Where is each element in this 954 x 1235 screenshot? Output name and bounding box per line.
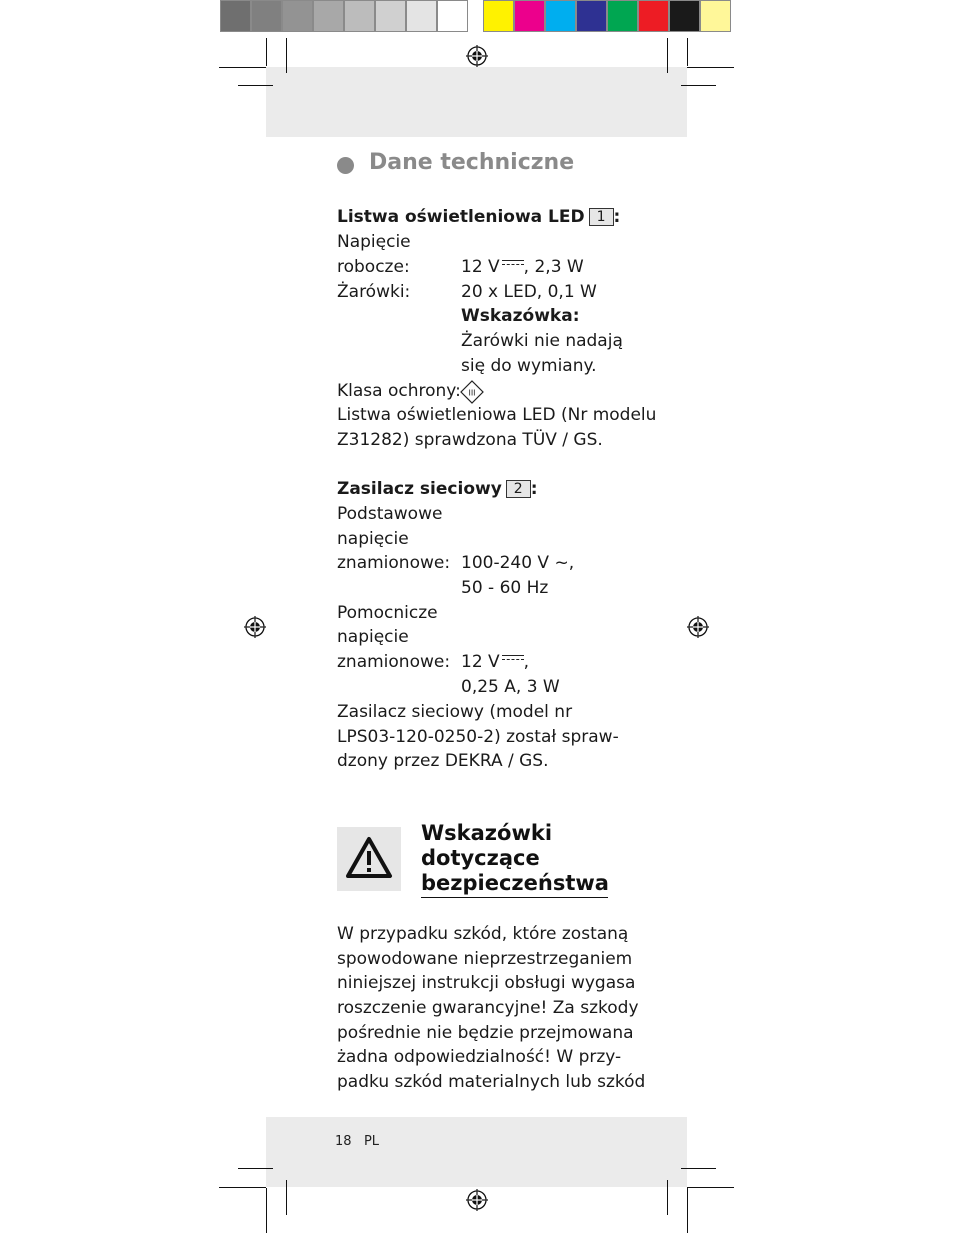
dc-symbol-icon: [502, 260, 524, 268]
crop-mark: [681, 85, 716, 86]
registration-mark-icon: [244, 616, 266, 638]
voltage-text: 12 V: [461, 257, 500, 277]
crop-mark: [687, 38, 688, 66]
color-swatch: [545, 0, 576, 32]
body-text-line: żadna odpowiedzialność! W przy-: [337, 1047, 622, 1067]
crop-mark: [219, 1187, 266, 1188]
body-text-line: pośrednie nie będzie przejmowana: [337, 1023, 634, 1043]
color-swatch: [638, 0, 669, 32]
spec-label: Żarówki:: [337, 282, 411, 302]
footer-band: [266, 1117, 687, 1187]
crop-mark: [266, 1188, 267, 1233]
spec-label: znamionowe:: [337, 553, 451, 573]
registration-mark-icon: [687, 616, 709, 638]
section-title-technical-data: Dane techniczne: [369, 150, 575, 175]
test-note: Z31282) sprawdzona TÜV / GS.: [337, 430, 603, 450]
safety-title-line: dotyczące: [421, 846, 540, 870]
crop-mark: [286, 38, 287, 73]
spec-label: Podstawowe: [337, 504, 443, 524]
color-swatch: [406, 0, 437, 32]
dc-symbol-icon: [502, 655, 524, 663]
registration-mark-icon: [466, 45, 488, 67]
crop-mark: [286, 1180, 287, 1215]
spec-label: Pomocnicze: [337, 603, 438, 623]
crop-mark: [266, 38, 267, 66]
body-text-line: niniejszej instrukcji obsługi wygasa: [337, 973, 636, 993]
spec-value: 20 x LED, 0,1 W: [461, 282, 597, 302]
warning-box: [337, 827, 401, 891]
crop-mark: [681, 1168, 716, 1169]
note-text: Żarówki nie nadają: [461, 331, 623, 351]
spec-value: 50 - 60 Hz: [461, 578, 549, 598]
color-swatch: [437, 0, 468, 32]
spec-value: [461, 255, 584, 279]
test-note: Zasilacz sieciowy (model nr: [337, 702, 573, 722]
power-text: , 2,3 W: [523, 257, 584, 277]
protection-class-label: III: [468, 388, 476, 398]
color-swatch: [375, 0, 406, 32]
spec-label: napięcie: [337, 627, 409, 647]
crop-mark: [238, 85, 273, 86]
language-code: PL: [363, 1134, 380, 1149]
color-swatch: [282, 0, 313, 32]
body-text-line: spowodowane nieprzestrzeganiem: [337, 949, 633, 969]
warning-triangle-icon: [337, 827, 401, 891]
led-strip-heading-text: Listwa oświetleniowa LED: [337, 207, 585, 227]
led-strip-heading: [337, 205, 620, 229]
protection-class-iii-icon: [460, 380, 484, 404]
item-number-badge: 2: [506, 480, 531, 498]
registration-mark-icon: [466, 1189, 488, 1211]
colon: :: [530, 479, 538, 499]
test-note: LPS03-120-0250-2) został spraw-: [337, 727, 619, 747]
color-swatch: [669, 0, 700, 32]
safety-title-line: bezpieczeństwa: [421, 871, 609, 895]
page-number: 18: [335, 1134, 352, 1149]
crop-mark: [667, 1180, 668, 1215]
power-supply-heading-text: Zasilacz sieciowy: [337, 479, 502, 499]
spec-label: znamionowe:: [337, 652, 451, 672]
spec-label: Klasa ochrony:: [337, 381, 461, 401]
color-swatch: [483, 0, 514, 32]
comma: ,: [523, 652, 530, 672]
power-supply-heading: [337, 477, 538, 501]
crop-mark: [687, 1188, 688, 1233]
safety-title-line: Wskazówki: [421, 821, 553, 845]
color-swatch: [344, 0, 375, 32]
spec-value: 0,25 A, 3 W: [461, 677, 560, 697]
spec-label: napięcie: [337, 529, 409, 549]
spec-value: 100-240 V ~,: [461, 553, 575, 573]
body-text-line: roszczenie gwarancyjne! Za szkody: [337, 998, 639, 1018]
crop-mark: [238, 1168, 273, 1169]
body-text-line: padku szkód materialnych lub szkód: [337, 1072, 646, 1092]
colon: :: [613, 207, 621, 227]
item-number-badge: 1: [589, 208, 614, 226]
header-band: [266, 67, 687, 137]
color-swatch: [514, 0, 545, 32]
test-note: dzony przez DEKRA / GS.: [337, 751, 549, 771]
spec-label: robocze:: [337, 257, 410, 277]
section-title-safety: [421, 821, 609, 896]
crop-mark: [687, 67, 734, 68]
bullet-circle-icon: [337, 157, 354, 174]
page-footer: [335, 1134, 379, 1149]
spec-label: Napięcie: [337, 232, 411, 252]
color-swatch: [313, 0, 344, 32]
note-title: Wskazówka:: [461, 306, 580, 326]
test-note: Listwa oświetleniowa LED (Nr modelu: [337, 405, 657, 425]
body-text-line: W przypadku szkód, które zostaną: [337, 924, 629, 944]
crop-mark: [687, 1187, 734, 1188]
crop-mark: [667, 38, 668, 73]
crop-mark: [219, 67, 266, 68]
color-swatch: [220, 0, 251, 32]
color-swatch: [251, 0, 282, 32]
color-swatch: [576, 0, 607, 32]
voltage-text: 12 V: [461, 652, 500, 672]
note-text: się do wymiany.: [461, 356, 597, 376]
spec-value: [461, 650, 529, 674]
color-swatch: [607, 0, 638, 32]
color-swatch: [700, 0, 731, 32]
title-underline: [421, 897, 608, 898]
